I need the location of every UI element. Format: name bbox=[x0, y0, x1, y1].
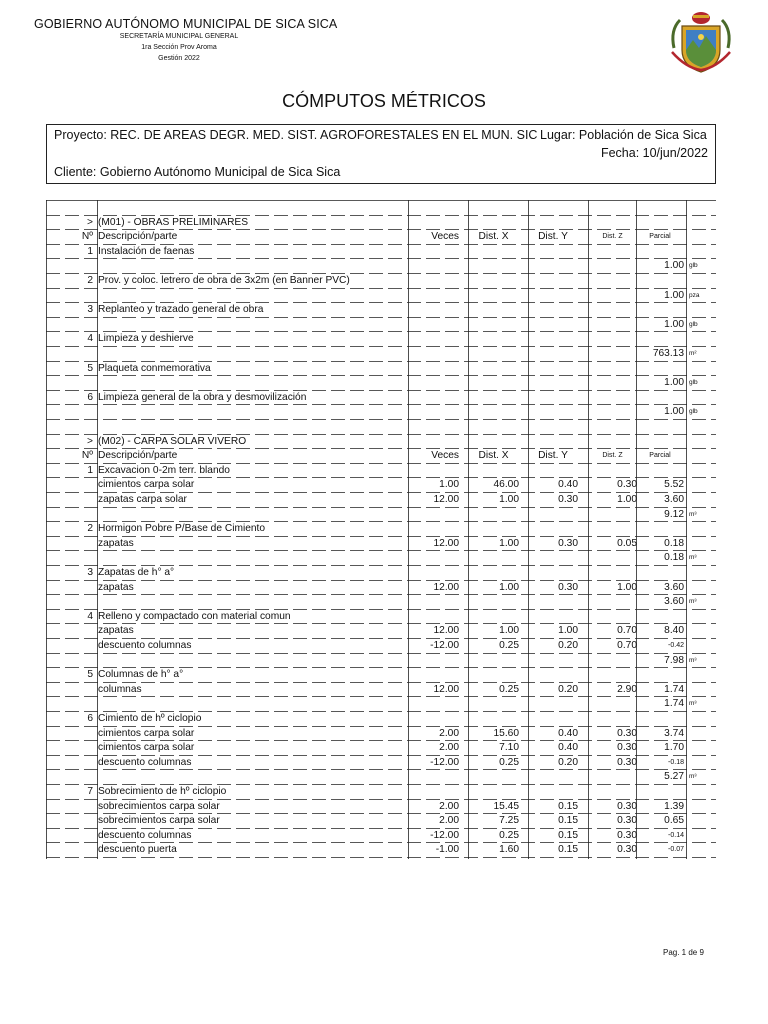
table-row bbox=[46, 727, 716, 742]
cell-num: 2 bbox=[87, 523, 93, 535]
cell-veces: 2.00 bbox=[439, 815, 459, 827]
cell-parcial: 5.52 bbox=[664, 479, 684, 491]
table-row bbox=[46, 756, 716, 771]
cell-dx: Dist. X bbox=[478, 231, 509, 243]
cell-num: 4 bbox=[87, 333, 93, 345]
cell-dz: 0.70 bbox=[617, 625, 637, 637]
cell-desc: Hormigon Pobre P/Base de Cimiento bbox=[98, 523, 266, 535]
cell-dz: 0.05 bbox=[617, 537, 637, 549]
cell-dy: 0.15 bbox=[558, 829, 578, 841]
cell-parcial: Parcial bbox=[649, 452, 671, 460]
table-row bbox=[46, 683, 716, 698]
cell-dy: 0.15 bbox=[558, 800, 578, 812]
table-row bbox=[46, 581, 716, 596]
cell-dy: 0.15 bbox=[558, 844, 578, 856]
cell-desc: sobrecimientos carpa solar bbox=[98, 815, 220, 827]
table-row bbox=[46, 712, 716, 727]
cell-veces: -12.00 bbox=[430, 829, 459, 841]
cell-unit: m³ bbox=[689, 656, 697, 664]
cell-desc: Instalación de faenas bbox=[98, 245, 195, 257]
cell-veces: 12.00 bbox=[433, 625, 459, 637]
secretaria-line: SECRETARÍA MUNICIPAL GENERAL bbox=[119, 33, 239, 40]
cell-parcial: 9.12 bbox=[664, 508, 684, 520]
cell-unit: glb bbox=[689, 408, 698, 416]
cell-veces: 2.00 bbox=[439, 727, 459, 739]
table-row bbox=[46, 289, 716, 304]
table-row bbox=[46, 624, 716, 639]
table-row bbox=[46, 508, 716, 523]
cell-veces: 2.00 bbox=[439, 742, 459, 754]
cell-num: Nº bbox=[81, 450, 93, 462]
cell-desc: descuento columnas bbox=[98, 829, 192, 841]
table-row bbox=[46, 800, 716, 815]
cell-parcial: 1.00 bbox=[664, 260, 684, 272]
cell-parcial: 8.40 bbox=[664, 625, 684, 637]
cell-veces: -12.00 bbox=[430, 640, 459, 651]
cell-num: 5 bbox=[87, 362, 93, 374]
table-row bbox=[46, 303, 716, 318]
table-row bbox=[46, 551, 716, 566]
cell-dx: 46.00 bbox=[493, 479, 519, 491]
cell-dz: 0.70 bbox=[617, 640, 637, 651]
cell-dx: 15.60 bbox=[493, 727, 519, 739]
table-row bbox=[46, 843, 716, 858]
cell-num: 6 bbox=[87, 391, 93, 403]
cell-veces: 12.00 bbox=[433, 537, 459, 549]
project-info-box bbox=[46, 124, 716, 184]
cell-desc: Excavacion 0-2m terr. blando bbox=[98, 464, 230, 476]
cell-dy: 1.00 bbox=[558, 625, 578, 637]
cell-desc: Cimiento de hº ciclopio bbox=[98, 713, 202, 724]
cell-dy: 0.20 bbox=[558, 756, 578, 768]
cell-num: 4 bbox=[87, 610, 93, 622]
table-row bbox=[46, 595, 716, 610]
page-title: CÓMPUTOS MÉTRICOS bbox=[282, 91, 486, 111]
cell-dy: 0.30 bbox=[558, 494, 578, 505]
cell-parcial: 3.60 bbox=[664, 494, 684, 505]
cell-dx: 0.25 bbox=[499, 640, 519, 651]
cell-dy: 0.20 bbox=[558, 640, 578, 651]
table-row bbox=[46, 332, 716, 347]
cell-dx: 0.25 bbox=[499, 683, 519, 695]
cell-dz: 0.30 bbox=[617, 829, 637, 841]
cell-veces: Veces bbox=[431, 450, 459, 462]
cell-dy: 0.30 bbox=[558, 537, 578, 549]
cell-num: > bbox=[87, 216, 93, 228]
cell-num: 1 bbox=[87, 464, 93, 476]
table-row bbox=[46, 376, 716, 391]
cell-dz: 1.00 bbox=[617, 581, 637, 593]
table-row bbox=[46, 639, 716, 654]
cell-num: 1 bbox=[87, 245, 93, 257]
table-row bbox=[46, 362, 716, 377]
cell-dz: 0.30 bbox=[617, 479, 637, 491]
cell-parcial: 3.60 bbox=[664, 596, 684, 608]
cell-desc: descuento columnas bbox=[98, 756, 192, 768]
cell-desc: descuento columnas bbox=[98, 640, 192, 651]
cell-desc: sobrecimientos carpa solar bbox=[98, 800, 220, 812]
cell-dx: 1.00 bbox=[499, 537, 519, 549]
table-row bbox=[46, 259, 716, 274]
cell-dx: 1.00 bbox=[499, 581, 519, 593]
cell-desc: (M02) - CARPA SOLAR VIVERO bbox=[98, 435, 247, 447]
table-row bbox=[46, 668, 716, 683]
cell-dz: Dist. Z bbox=[602, 452, 623, 460]
cell-dx: 1.00 bbox=[499, 625, 519, 637]
cell-num: 3 bbox=[87, 567, 93, 578]
cell-unit: glb bbox=[689, 262, 698, 270]
project-location: Lugar: Población de Sica Sica bbox=[540, 128, 707, 142]
cell-parcial: -0.18 bbox=[668, 758, 684, 766]
table-row bbox=[46, 785, 716, 800]
cell-unit: m³ bbox=[689, 598, 697, 606]
table-row bbox=[46, 201, 716, 216]
cell-parcial: 5.27 bbox=[664, 771, 684, 783]
cell-desc: Prov. y coloc. letrero de obra de 3x2m (en Banner PVC) bbox=[98, 275, 350, 286]
cell-parcial: 763.13 bbox=[652, 348, 684, 359]
cell-parcial: 1.39 bbox=[664, 800, 684, 812]
cell-desc: Sobrecimiento de hº ciclopio bbox=[98, 786, 227, 797]
cell-desc: Descripción/parte bbox=[98, 450, 178, 462]
cell-dy: 0.30 bbox=[558, 581, 578, 593]
cell-unit: m³ bbox=[689, 510, 697, 518]
municipal-seal-icon bbox=[666, 8, 736, 76]
cell-desc: Plaqueta conmemorativa bbox=[98, 362, 211, 374]
computos-table bbox=[46, 200, 716, 862]
cell-num: 3 bbox=[87, 304, 93, 316]
cell-dz: 0.30 bbox=[617, 844, 637, 856]
cell-veces: Veces bbox=[431, 231, 459, 243]
table-row bbox=[46, 770, 716, 785]
table-row bbox=[46, 405, 716, 420]
project-client: Cliente: Gobierno Autónomo Municipal de Sica Sica bbox=[54, 165, 341, 179]
cell-dx: 1.60 bbox=[499, 844, 519, 856]
cell-parcial: 1.74 bbox=[664, 698, 684, 710]
cell-parcial: 3.60 bbox=[664, 581, 684, 593]
cell-parcial: 1.00 bbox=[664, 406, 684, 418]
cell-desc: zapatas bbox=[98, 625, 134, 637]
table-row bbox=[46, 814, 716, 829]
cell-desc: Relleno y compactado con material comun bbox=[98, 610, 291, 622]
cell-parcial: -0.07 bbox=[668, 846, 684, 854]
table-row bbox=[46, 347, 716, 362]
cell-unit: m³ bbox=[689, 700, 697, 708]
cell-num: 6 bbox=[87, 713, 93, 724]
table-row bbox=[46, 420, 716, 435]
cell-unit: pza bbox=[689, 291, 700, 299]
cell-desc: zapatas bbox=[98, 581, 134, 593]
cell-desc: cimientos carpa solar bbox=[98, 479, 195, 491]
cell-dx: 1.00 bbox=[499, 494, 519, 505]
cell-veces: 2.00 bbox=[439, 800, 459, 812]
cell-dy: Dist. Y bbox=[538, 450, 568, 462]
cell-veces: -12.00 bbox=[430, 756, 459, 768]
table-row bbox=[46, 654, 716, 669]
cell-veces: 1.00 bbox=[439, 479, 459, 491]
cell-dz: 0.30 bbox=[617, 756, 637, 768]
cell-parcial: 1.00 bbox=[664, 318, 684, 330]
cell-dz: 0.30 bbox=[617, 815, 637, 827]
table-row bbox=[46, 318, 716, 333]
cell-desc: Limpieza y deshierve bbox=[98, 333, 194, 345]
cell-dx: Dist. X bbox=[478, 450, 509, 462]
cell-desc: (M01) - OBRAS PRELIMINARES bbox=[98, 216, 249, 228]
cell-unit: m³ bbox=[689, 554, 697, 562]
project-name: Proyecto: REC. DE AREAS DEGR. MED. SIST. AGROFORESTALES EN EL MUN. SIC bbox=[54, 128, 538, 142]
cell-parcial: 1.00 bbox=[664, 377, 684, 389]
cell-num: Nº bbox=[81, 231, 93, 243]
cell-parcial: 1.70 bbox=[664, 742, 684, 754]
table-header-row bbox=[46, 230, 716, 245]
cell-desc: Descripción/parte bbox=[98, 231, 178, 243]
cell-dx: 7.25 bbox=[499, 815, 519, 827]
table-row bbox=[46, 741, 716, 756]
cell-parcial: 0.18 bbox=[664, 552, 684, 564]
cell-dx: 0.25 bbox=[499, 829, 519, 841]
cell-desc: Columnas de h° a° bbox=[98, 669, 184, 681]
table-row bbox=[46, 391, 716, 406]
cell-parcial: 1.74 bbox=[664, 683, 684, 695]
cell-desc: zapatas bbox=[98, 537, 134, 549]
cell-parcial: 0.18 bbox=[664, 537, 684, 549]
cell-desc: descuento puerta bbox=[98, 844, 177, 856]
cell-dz: 0.30 bbox=[617, 800, 637, 812]
seccion-line: 1ra Sección Prov Aroma bbox=[141, 44, 217, 51]
cell-dz: 0.30 bbox=[617, 727, 637, 739]
cell-dy: 0.15 bbox=[558, 815, 578, 827]
cell-dz: 0.30 bbox=[617, 742, 637, 754]
cell-parcial: Parcial bbox=[649, 233, 671, 241]
cell-parcial: 3.74 bbox=[664, 727, 684, 739]
cell-veces: 12.00 bbox=[433, 494, 459, 505]
cell-unit: m² bbox=[689, 350, 697, 357]
cell-parcial: 0.65 bbox=[664, 815, 684, 827]
module-row bbox=[46, 435, 716, 450]
table-row bbox=[46, 245, 716, 260]
cell-parcial: -0.42 bbox=[668, 642, 684, 649]
cell-dy: 0.40 bbox=[558, 479, 578, 491]
cell-desc: Zapatas de h° a° bbox=[98, 567, 175, 578]
cell-dy: 0.40 bbox=[558, 727, 578, 739]
table-row bbox=[46, 537, 716, 552]
cell-unit: glb bbox=[689, 379, 698, 387]
cell-veces: 12.00 bbox=[433, 581, 459, 593]
cell-parcial: 1.00 bbox=[664, 289, 684, 301]
table-header-row bbox=[46, 449, 716, 464]
gestion-line: Gestión 2022 bbox=[158, 55, 200, 62]
table-row bbox=[46, 464, 716, 479]
cell-desc: cimientos carpa solar bbox=[98, 742, 195, 754]
cell-num: 5 bbox=[87, 669, 93, 681]
cell-veces: -1.00 bbox=[435, 844, 459, 856]
cell-dx: 15.45 bbox=[493, 800, 519, 812]
cell-unit: m³ bbox=[689, 773, 697, 781]
cell-dy: Dist. Y bbox=[538, 231, 568, 243]
table-row bbox=[46, 697, 716, 712]
cell-dz: 2.90 bbox=[617, 683, 637, 695]
cell-desc: Replanteo y trazado general de obra bbox=[98, 304, 264, 316]
cell-desc: Limpieza general de la obra y desmovilización bbox=[98, 391, 307, 403]
cell-dx: 0.25 bbox=[499, 756, 519, 768]
cell-dz: 1.00 bbox=[617, 494, 637, 505]
table-row bbox=[46, 478, 716, 493]
table-row bbox=[46, 566, 716, 581]
table-row bbox=[46, 829, 716, 844]
project-date: Fecha: 10/jun/2022 bbox=[600, 146, 708, 160]
module-row bbox=[46, 216, 716, 231]
table-row bbox=[46, 274, 716, 289]
cell-desc: zapatas carpa solar bbox=[98, 494, 187, 505]
cell-parcial: 7.98 bbox=[664, 654, 684, 666]
cell-veces: 12.00 bbox=[433, 683, 459, 695]
organization-name: GOBIERNO AUTÓNOMO MUNICIPAL DE SICA SICA bbox=[34, 17, 338, 31]
cell-dy: 0.20 bbox=[558, 683, 578, 695]
cell-num: 2 bbox=[87, 275, 93, 286]
cell-parcial: -0.14 bbox=[668, 831, 684, 839]
table-row bbox=[46, 522, 716, 537]
cell-dx: 7.10 bbox=[499, 742, 519, 754]
cell-dz: Dist. Z bbox=[602, 233, 623, 241]
cell-desc: cimientos carpa solar bbox=[98, 727, 195, 739]
table-row bbox=[46, 493, 716, 508]
cell-num: 7 bbox=[87, 786, 93, 797]
cell-desc: columnas bbox=[98, 683, 142, 695]
cell-num: > bbox=[87, 435, 93, 447]
page-number: Pag. 1 de 9 bbox=[663, 948, 704, 957]
table-row bbox=[46, 610, 716, 625]
cell-dy: 0.40 bbox=[558, 742, 578, 754]
cell-unit: glb bbox=[689, 320, 698, 328]
